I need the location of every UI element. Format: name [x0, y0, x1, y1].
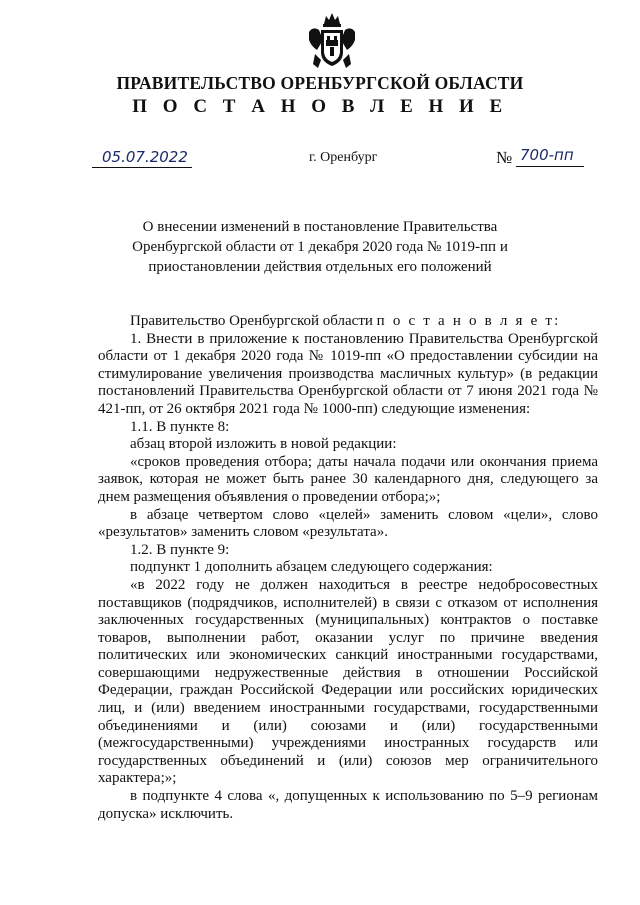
paragraph: 1.2. В пункте 9:	[130, 541, 230, 558]
document-type: П О С Т А Н О В Л Е Н И Е	[132, 96, 508, 117]
paragraph: 1.1. В пункте 8:	[130, 418, 230, 435]
date-underline	[92, 167, 192, 168]
number-underline	[516, 166, 584, 167]
decree-date: 05.07.2022	[102, 148, 188, 166]
paragraph: в подпункте 4 слова «, допущенных к использованию по 5–9 регионам допуска» исключить.	[98, 788, 598, 822]
paragraph: 1. Внести в приложение к постановлению Правительства Оренбургской области от 1 декабря 2020 года № 1019-пп «О предоставлении субсидии на стимулирование увеличения производства масличных культур» (в редакции постановлений Правительства Оренбургской области от 7 июня 2021 года № 421-пп, от 26 октября 2021 года № 1000-пп) следующие изменения:	[98, 330, 598, 417]
decree-title: О внесении изменений в постановление Правительства Оренбургской области от 1 декабря 2020 года № 1019-пп и приостановлении действия отдельных его положений	[132, 219, 508, 275]
intro-paragraph	[98, 313, 598, 331]
paragraph: подпункт 1 дополнить абзацем следующего содержания:	[130, 559, 493, 576]
number-sign: №	[496, 148, 513, 167]
paragraph: абзац второй изложить в новой редакции:	[130, 436, 397, 453]
intro-subject: Правительство Оренбургской области	[130, 313, 377, 329]
coat-of-arms-emblem	[307, 10, 357, 72]
city: г. Оренбург	[309, 150, 378, 165]
intro-verb: п о с т а н о в л я е т:	[376, 313, 561, 329]
paragraph: в абзаце четвертом слово «целей» заменить словом «цели», слово «результатов» заменить словом «результата».	[98, 506, 598, 541]
decree-body	[98, 313, 598, 823]
decree-number: 700-пп	[520, 146, 574, 164]
paragraph: «сроков проведения отбора; даты начала подачи или окончания приема заявок, которая не может быть ранее 30 календарного дня, следующего за днем размещения объявления о проведении отбора;»;	[98, 453, 598, 505]
government-name: ПРАВИТЕЛЬСТВО ОРЕНБУРГСКОЙ ОБЛАСТИ	[116, 73, 524, 93]
paragraph: «в 2022 году не должен находиться в реестре недобросовестных поставщиков (подрядчиков, исполнителей) в связи с отказом от исполнения заключенных государственных (муниципальных) контрактов о поставке товаров, выполнении работ, оказании услуг по причине введения политических или экономических санкций иностранными государствами, совершающими недружественные действия в отношении Российской Федерации, граждан Российской Федерации или российских юридических лиц, и (или) введением иностранными государствами, государственными объединениями и (или) союзами и (или) государственными (межгосударственными) учреждениями иностранных государств или государственных объединений и (или) союзов мер ограничительного характера;»;	[98, 576, 598, 787]
